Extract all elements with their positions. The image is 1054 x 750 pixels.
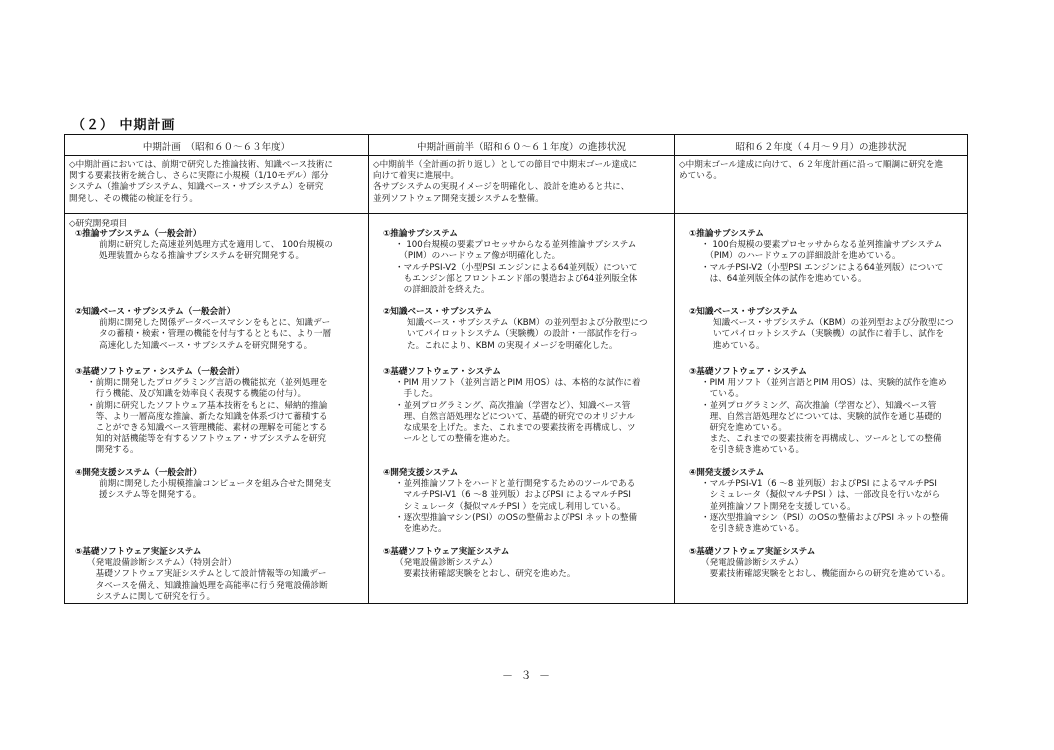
text-line: 向けて着実に進展中。 [373,171,459,182]
summary-fy62 [679,160,943,182]
text-line: また、これまでの要素技術を再構成し、ツールとしての整備 [701,434,942,445]
text-line: （発電設備診断システム） [395,558,498,569]
summary-plan [69,160,333,205]
column-divider-2 [674,135,675,603]
text-line: シミュレータ（擬似マルチPSI ）を完成し利用している。 [395,501,626,512]
text-line: マルチPSI-V1（6 ～8 並列版）およびPSI によるマルチPSI [395,490,631,501]
header-divider [65,155,967,156]
text-line: ・逐次型推論マシン（PSI）のOSの整備およびPSI ネットの整備 [701,512,949,523]
text-line: もエンジン部とフロントエンド部の製造および64並列版全体 [395,273,638,284]
text-line: 処理装置からなる推論サブシステムを研究開発する。 [99,251,305,262]
item-heading: ②知識ベース・サブシステム（一般会計） [75,307,236,317]
text-line: ・ 100台規模の要素プロセッサからなる並列推論サブシステム [395,240,637,251]
item-heading: ⑤基礎ソフトウェア実証システム [689,547,816,557]
text-line: タの蓄積・検索・管理の機能を付与するとともに、より一層 [99,329,332,340]
item-heading: ③基礎ソフトウェア・システム [383,367,501,377]
text-line: （発電設備診断システム） [701,558,804,569]
text-line: シミュレータ（擬似マルチPSI ）は、一部改良を行いながら [701,490,941,501]
header-fy62-progress: 昭和６２年度（４月～９月）の進捗状況 [735,142,907,153]
text-line: 開発する。 [87,445,139,456]
text-line: 知識ベース・サブシステム（KBM）の並列型および分散型につ [407,318,648,329]
item-heading: ④開発支援システム（一般会計） [75,468,202,478]
text-line: 前期に開発した小規模推論コンピュータを組み合せた開発支 [99,479,332,490]
item-heading: ⑤基礎ソフトウェア実証システム [75,547,202,557]
item-heading: ①推論サブシステム [689,229,764,239]
col3-item-5 [689,547,950,581]
text-line: ・マルチPSI-V1（6 ～8 並列版）およびPSI によるマルチPSI [701,479,937,490]
text-line: ている。 [701,389,744,400]
col1-item-2 [75,307,331,352]
col2-item-3 [383,367,641,445]
text-line: ・並列プログラミング、高次推論（学習など）、知識ベース管 [395,400,631,411]
text-line: ◇中期計画においては、前期で研究した推論技術、知識ベース技術に [69,160,333,170]
text-line: 知的対話機能等を有するソフトウェア・サブシステムを研究 [87,434,326,445]
text-line: 前期に開発した関係データベースマシンをもとに、知識デー [99,318,331,329]
text-line: システム（推論サブシステム、知識ベース・サブシステム）を研究 [69,182,324,193]
col2-item-2 [383,307,648,352]
text-line: （発電設備診断システム）（特別会計） [87,558,237,569]
text-line: 進めている。 [713,340,765,351]
text-line: 理、自然言語処理などについて、基礎的研究でのオリジナル [395,411,635,422]
col1-item-1 [75,229,333,263]
text-line: いてパイロットシステム（実験機）の設計・一部試作を行っ [407,329,639,340]
header-first-half-progress: 中期計画前半（昭和６０～６１年度）の進捗状況 [416,142,626,153]
item-heading: ②知識ベース・サブシステム [383,307,492,317]
text-line: は、64並列版全体の試作を進めている。 [701,273,867,284]
col1-item-3 [75,367,328,457]
text-line: ・マルチPSI-V2（小型PSI エンジンによる64並列版）について [395,262,638,273]
text-line: （PIM）のハードウェア像が明確化した。 [395,251,561,262]
text-line: （PIM）のハードウェアの詳細設計を進めている。 [701,251,901,262]
text-line: 要素技術確認実験をとおし、機能面からの研究を進めている。 [701,569,951,580]
text-line: タベースを備え、知識推論処理を高能率に行う発電設備診断 [87,580,328,591]
text-line: ・前期に開発したプログラミング言語の機能拡充（並列処理を [87,378,328,389]
text-line: 理、自然言語処理などについては、実験的試作を通じ基礎的 [701,411,942,422]
text-line: を引き続き進めている。 [701,524,805,535]
text-line: な成果を上げた。また、これまでの要素技術を再構成し、ツ [395,423,636,434]
text-line: を進めた。 [395,524,447,535]
summary-divider [65,213,967,214]
text-line: 開発し、その機能の検証を行う。 [69,193,198,204]
text-line: ◇研究開発項目 [69,219,128,229]
text-line: 各サブシステムの実現イメージを明確化し、設計を進めると共に、 [373,182,630,193]
column-divider-1 [368,135,369,603]
text-line: ・マルチPSI-V2（小型PSI エンジンによる64並列版）について [701,262,944,273]
text-line: ・逐次型推論マシン(PSI）のOSの整備およびPSI ネットの整備 [395,512,638,523]
text-line: 関する要素技術を統合し、さらに実際に小規模（1/10モデル）部分 [69,171,329,182]
page-number: － ３ － [502,669,552,682]
text-line: の詳細設計を終えた。 [395,285,490,296]
text-line: ◇中期前半（全計画の折り返し）としての節目で中期末ゴール達成に [373,160,638,170]
section-title: （２） 中期計画 [72,118,176,133]
text-line: 等、より一層高度な推論、新たな知識を体系づけて蓄積する [87,411,328,422]
col1-item-5 [75,547,328,603]
text-line: ールとしての整備を進めた。 [395,434,516,445]
col3-item-4 [689,468,948,535]
text-line: ・並列プログラミング、高次推論（学習など）、知識ベース管 [701,400,937,411]
item-heading: ②知識ベース・サブシステム [689,307,798,317]
text-line: 要素技術確認実験をとおし、研究を進めた。 [395,569,576,580]
summary-first-half [373,160,637,205]
item-heading: ①推論サブシステム（一般会計） [75,229,202,239]
item-heading: ③基礎ソフトウェア・システム [689,367,807,377]
text-line: ◇中期末ゴール達成に向けて、６２年度計画に沿って順調に研究を進 [679,160,944,170]
item-heading: ④開発支援システム [689,468,765,478]
text-line: 援システム等を開発する。 [99,490,202,501]
text-line: ことができる知識ベース管理機能、素材の理解を可能とする [87,423,328,434]
text-line: システムに関して研究を行う。 [87,591,216,602]
item-heading: ③基礎ソフトウェア・システム（一般会計） [75,367,245,377]
text-line: 高速化した知識ベース・サブシステムを研究開発する。 [99,340,313,351]
text-line: ・PIM 用ソフト（並列言語とPIM 用OS）は、本格的な試作に着 [395,378,641,389]
text-line: 行う機能、及び知識を効率良く表現する機能の付与）。 [87,389,307,400]
header-plan: 中期計画 （昭和６０～６３年度） [142,142,291,153]
col3-item-3 [689,367,947,457]
text-line: 基礎ソフトウェア実証システムとして設計情報等の知識デー [87,569,327,580]
col2-item-5 [383,547,575,581]
text-line: 知識ベース・サブシステム（KBM）の並列型および分散型につ [713,318,954,329]
item-heading: ④開発支援システム [383,468,459,478]
text-line: いてパイロットシステム（実験機）の試作に着手し、試作を [713,329,945,340]
text-line: めている。 [679,171,722,182]
text-line: ・ 100台規模の要素プロセッサからなる並列推論サブシステム [701,240,943,251]
col2-item-1 [383,229,637,296]
col3-item-2 [689,307,954,352]
col1-item-4 [75,468,331,502]
text-line: を引き続き進めている。 [701,445,805,456]
text-line: ・前期に研究したソフトウェア基本技術をもとに、帰納的推論 [87,400,328,411]
item-heading: ⑤基礎ソフトウェア実証システム [383,547,510,557]
text-line: 研究を進めている。 [701,423,787,434]
text-line: 前期に研究した高速並列処理方式を適用して、 100台規模の [99,240,333,251]
col3-item-1 [689,229,943,285]
text-line: 並列推論ソフト開発を支援している。 [701,501,856,512]
text-line: ・PIM 用ソフト（並列言語とPIM 用OS）は、実験的試作を進め [701,378,947,389]
text-line: 並列ソフトウェア開発支援システムを整備。 [373,193,544,204]
plan-table [64,134,968,604]
text-line: た。これにより、KBM の実現イメージを明確化した。 [407,340,618,351]
col2-item-4 [383,468,637,535]
text-line: ・並列推論ソフトをハードと並行開発するためのツールである [395,479,636,490]
item-heading: ①推論サブシステム [383,229,458,239]
text-line: 手した。 [395,389,438,400]
